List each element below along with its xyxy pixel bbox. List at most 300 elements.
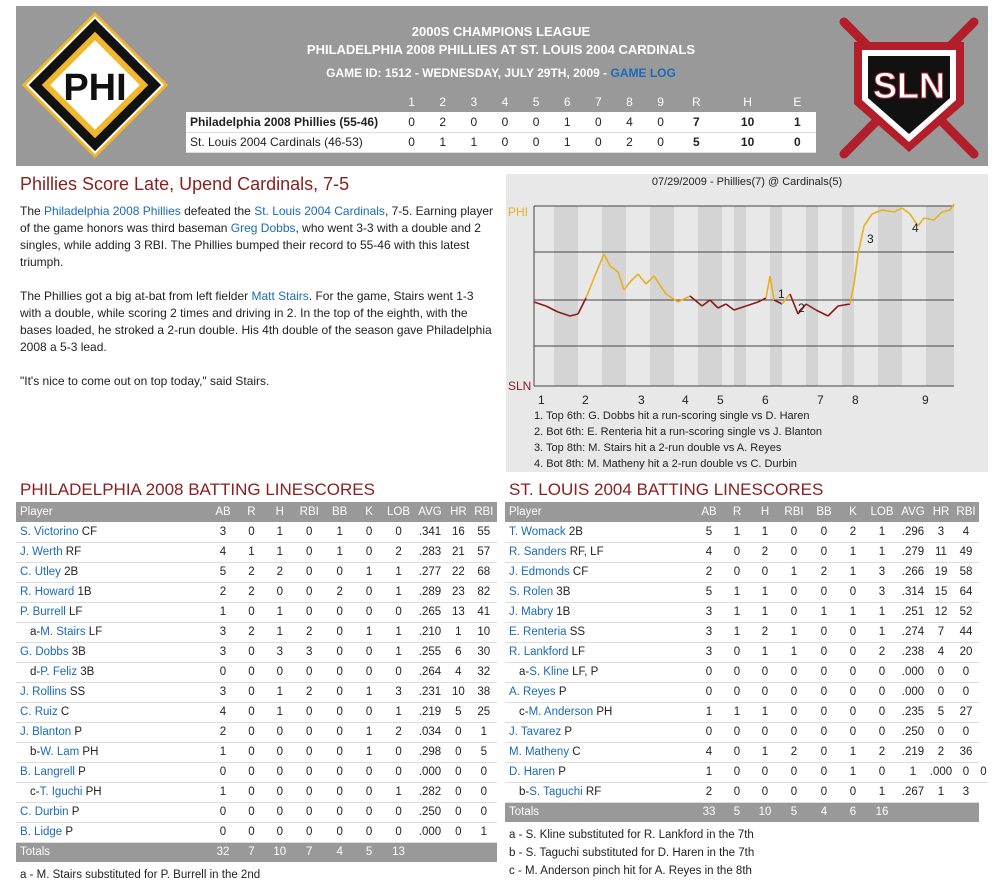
game-info xyxy=(186,66,816,80)
stat-cell: .265 xyxy=(414,602,446,622)
linescore-col-header: 5 xyxy=(521,92,552,112)
player-cell xyxy=(505,562,695,582)
stat-cell: .250 xyxy=(414,802,446,822)
stat-cell: 0 xyxy=(324,662,354,682)
player-cell xyxy=(16,582,209,602)
player-link[interactable]: S. Taguchi xyxy=(529,786,583,798)
player-link[interactable]: J. Werth xyxy=(20,546,63,558)
stat-cell: 0 xyxy=(809,722,839,742)
stat-cell: 0 xyxy=(723,682,751,702)
stat-cell: 0 xyxy=(324,742,354,762)
stat-cell: 0 xyxy=(723,782,751,802)
linescore-cell: 0 xyxy=(489,132,520,152)
stat-cell: .282 xyxy=(414,782,446,802)
stat-cell: 1 xyxy=(209,602,237,622)
stat-cell: 38 xyxy=(471,682,497,702)
player-position: C xyxy=(569,746,581,758)
player-position: 1B xyxy=(553,606,571,618)
player-link[interactable]: J. Edmonds xyxy=(509,566,570,578)
stat-cell: 0 xyxy=(355,522,383,542)
stat-cell: 1 xyxy=(751,582,779,602)
stat-cell: 0 xyxy=(809,742,839,762)
stat-cell: 0 xyxy=(355,602,383,622)
story-paragraph-2 xyxy=(20,288,498,356)
stat-cell: 1 xyxy=(383,642,413,662)
stat-cell: 11 xyxy=(929,542,953,562)
stat-cell: 0 xyxy=(751,562,779,582)
stat-cell: 68 xyxy=(471,562,497,582)
linescore-cell: 0 xyxy=(489,112,520,132)
stat-cell: 0 xyxy=(953,762,979,782)
player-cell xyxy=(505,722,695,742)
stat-cell: 4 xyxy=(209,702,237,722)
stat-cell: 0 xyxy=(751,722,779,742)
stat-cell: 0 xyxy=(383,762,413,782)
stat-cell: 0 xyxy=(779,782,809,802)
player-link[interactable]: T. Womack xyxy=(509,525,566,538)
stat-cell: 27 xyxy=(953,702,979,722)
player-position: P xyxy=(555,686,567,698)
linescore-cell: 5 xyxy=(676,132,716,152)
stat-cell: 0 xyxy=(779,722,809,742)
story-paragraph-1 xyxy=(20,203,498,271)
player-link[interactable]: S. Rolen xyxy=(509,586,554,598)
totals-cell xyxy=(953,802,979,822)
stat-cell: 0 xyxy=(809,522,839,542)
linescore-col-header: 8 xyxy=(614,92,645,112)
table-row xyxy=(16,622,497,642)
linescore-col-header: R xyxy=(676,92,716,112)
inning-axis xyxy=(538,393,929,407)
story-text: The xyxy=(20,204,45,218)
phi-batting-title: PHILADELPHIA 2008 BATTING LINESCORES xyxy=(20,480,375,499)
totals-row xyxy=(16,842,497,862)
phi-logo-text: PHI xyxy=(63,67,127,109)
stat-cell: 1 xyxy=(723,602,751,622)
player-position: 3B xyxy=(77,666,95,678)
stat-cell: 0 xyxy=(266,802,294,822)
player-link[interactable]: J. Blanton xyxy=(20,726,72,738)
stat-cell: 1 xyxy=(867,542,897,562)
player-link[interactable]: M. Stairs xyxy=(40,626,86,638)
linescore-cell: 0 xyxy=(645,132,676,152)
win-probability-chart xyxy=(506,174,988,472)
linescore-cell: 2 xyxy=(427,112,458,132)
stat-cell: 2 xyxy=(779,742,809,762)
player-link[interactable]: T. Iguchi xyxy=(39,786,83,798)
player-link[interactable]: R. Lankford xyxy=(509,646,569,658)
phi-batting-notes xyxy=(20,866,260,884)
player-cell xyxy=(505,622,695,642)
stat-cell: 1 xyxy=(446,622,470,642)
table-row xyxy=(505,702,988,722)
stat-cell: 0 xyxy=(446,782,470,802)
stat-cell: 1 xyxy=(723,702,751,722)
stat-cell: 20 xyxy=(953,642,979,662)
stat-cell: 0 xyxy=(324,722,354,742)
linescore-cell: 0 xyxy=(521,132,552,152)
stat-cell: 0 xyxy=(751,662,779,682)
stat-cell: 0 xyxy=(867,702,897,722)
batting-col-header: H xyxy=(751,502,779,522)
inning-tick-label: 2 xyxy=(582,393,589,407)
stat-cell: 0 xyxy=(809,762,839,782)
stat-cell: 1 xyxy=(723,522,751,542)
stat-cell: 1 xyxy=(266,542,294,562)
stat-cell: 1 xyxy=(723,582,751,602)
stat-cell: 0 xyxy=(324,602,354,622)
stat-cell: 0 xyxy=(867,682,897,702)
stat-cell: 0 xyxy=(294,802,324,822)
stat-cell: .000 xyxy=(929,762,953,782)
stat-cell: 0 xyxy=(779,582,809,602)
player-position: 3B xyxy=(68,646,86,658)
phi-batting-table xyxy=(16,502,497,862)
table-row xyxy=(505,662,988,682)
player-cell xyxy=(505,542,695,562)
stat-cell: 0 xyxy=(237,722,265,742)
linescore-cell: 0 xyxy=(521,112,552,132)
stat-cell: 0 xyxy=(383,802,413,822)
stat-cell: 0 xyxy=(294,602,324,622)
player-link[interactable]: M. Matheny xyxy=(509,746,570,758)
player-cell xyxy=(16,602,209,622)
stat-cell: 1 xyxy=(723,622,751,642)
table-row xyxy=(16,582,497,602)
stat-cell: .264 xyxy=(414,662,446,682)
player-link[interactable]: D. Haren xyxy=(509,766,556,778)
totals-cell: 32 xyxy=(209,842,237,862)
stat-cell: .235 xyxy=(897,702,929,722)
stat-cell: 0 xyxy=(294,742,324,762)
linescore-col-header: 4 xyxy=(489,92,520,112)
stat-cell: .000 xyxy=(897,662,929,682)
linescore-cell: 1 xyxy=(427,132,458,152)
stl-batting-title: ST. LOUIS 2004 BATTING LINESCORES xyxy=(509,480,824,499)
stat-cell: 0 xyxy=(929,662,953,682)
player-link[interactable]: S. Kline xyxy=(529,666,569,678)
game-story xyxy=(20,174,498,407)
sub-prefix: a- xyxy=(519,666,530,678)
stat-cell: 1 xyxy=(209,742,237,762)
player-position: 2B xyxy=(60,566,79,578)
stat-cell: 1 xyxy=(751,522,779,542)
batting-col-header: AVG xyxy=(414,502,446,522)
stat-cell: 1 xyxy=(929,782,953,802)
stat-cell: 0 xyxy=(209,762,237,782)
stat-cell: 21 xyxy=(446,542,470,562)
stat-cell: 1 xyxy=(809,602,839,622)
stat-cell: .266 xyxy=(897,562,929,582)
stat-cell: .314 xyxy=(897,582,929,602)
stat-cell: 64 xyxy=(953,582,979,602)
wp-top-label: PHI xyxy=(508,205,529,219)
table-row xyxy=(505,762,988,782)
linescore-cell: 7 xyxy=(676,112,716,132)
matchup-title: PHILADELPHIA 2008 PHILLIES AT ST. LOUIS 2004 CARDINALS xyxy=(306,42,696,57)
inning-tick-label: 5 xyxy=(717,393,724,407)
player-position: SS xyxy=(66,686,86,698)
table-row xyxy=(16,702,497,722)
linescore-team-name: Philadelphia 2008 Phillies (55-46) xyxy=(186,112,396,132)
substitution-note: a - S. Kline substituted for R. Lankford in the 7th xyxy=(509,829,754,841)
stat-cell: 0 xyxy=(953,682,979,702)
stat-cell: 0 xyxy=(809,702,839,722)
story-text: defeated the xyxy=(180,204,255,218)
stat-cell: 2 xyxy=(695,562,723,582)
table-row xyxy=(16,522,497,542)
linescore-cell: 1 xyxy=(552,132,583,152)
stat-cell: 0 xyxy=(266,742,294,762)
stat-cell: .231 xyxy=(414,682,446,702)
table-row xyxy=(505,562,988,582)
wp-marker-2: 2 xyxy=(798,301,805,315)
sub-prefix: c- xyxy=(30,786,40,798)
stat-cell: 0 xyxy=(294,542,324,562)
stat-cell: .251 xyxy=(897,602,929,622)
stat-cell: 1 xyxy=(471,722,497,742)
stat-cell: 0 xyxy=(355,582,383,602)
stat-cell: 1 xyxy=(695,762,723,782)
stat-cell: 0 xyxy=(237,822,265,842)
player-link[interactable]: C. Utley xyxy=(20,566,61,578)
table-row xyxy=(16,742,497,762)
stat-cell: 1 xyxy=(867,622,897,642)
linescore-cell: 1 xyxy=(552,112,583,132)
stat-cell: .000 xyxy=(414,762,446,782)
sub-prefix: a- xyxy=(30,626,41,638)
table-row xyxy=(505,622,988,642)
phillies-link[interactable]: Philadelphia 2008 Phillies xyxy=(44,204,181,218)
table-row xyxy=(16,802,497,822)
player-cell xyxy=(505,682,695,702)
player-cell xyxy=(16,822,209,842)
stat-cell: 0 xyxy=(809,642,839,662)
stat-cell: 49 xyxy=(953,542,979,562)
player-position: RF xyxy=(582,786,602,798)
wp-bottom-label: SLN xyxy=(508,379,532,393)
player-link[interactable]: C. Ruiz xyxy=(20,706,58,718)
sln-logo-text: SLN xyxy=(873,65,945,106)
stat-cell: 0 xyxy=(266,582,294,602)
stat-cell: 0 xyxy=(355,802,383,822)
player-cell xyxy=(505,662,695,682)
stat-cell: 0 xyxy=(751,682,779,702)
stat-cell: .034 xyxy=(414,722,446,742)
stat-cell: 5 xyxy=(471,742,497,762)
stat-cell: 0 xyxy=(723,722,751,742)
stat-cell: .219 xyxy=(897,742,929,762)
stat-cell: 2 xyxy=(237,622,265,642)
stat-cell: 44 xyxy=(953,622,979,642)
player-link[interactable]: G. Dobbs xyxy=(20,646,69,658)
win-prob-segment xyxy=(746,302,758,306)
phillies-logo xyxy=(20,10,170,160)
stat-cell: 0 xyxy=(953,662,979,682)
stat-cell: 0 xyxy=(867,662,897,682)
stat-cell: 0 xyxy=(324,762,354,782)
stat-cell: 0 xyxy=(383,602,413,622)
player-link[interactable]: J. Rollins xyxy=(20,686,67,698)
stat-cell: 2 xyxy=(867,742,897,762)
story-text: , who went 3-3 with a double and 2 singles, while adding 3 RBI. The Phillies bumped their record to 55-46 with this latest triumph. xyxy=(20,221,481,269)
stat-cell: 1 xyxy=(839,762,867,782)
game-log-link[interactable]: GAME LOG xyxy=(610,66,676,80)
story-text: , 7-5. Earning player of the game honors was third baseman xyxy=(20,204,493,235)
win-prob-segment xyxy=(638,274,646,284)
player-position: SS xyxy=(566,626,586,638)
player-position: LF xyxy=(85,626,103,638)
stat-cell: 1 xyxy=(266,702,294,722)
stat-cell: 0 xyxy=(867,722,897,742)
linescore-col-header: 1 xyxy=(396,92,427,112)
game-info-text: GAME ID: 1512 - WEDNESDAY, JULY 29TH, 2009 - xyxy=(326,66,608,80)
stat-cell: .210 xyxy=(414,622,446,642)
stat-cell: 0 xyxy=(324,702,354,722)
stat-cell: 0 xyxy=(867,762,897,782)
stat-cell: 0 xyxy=(695,662,723,682)
stat-cell: 0 xyxy=(237,522,265,542)
stat-cell: 0 xyxy=(237,682,265,702)
stat-cell: 0 xyxy=(237,802,265,822)
linescore-row xyxy=(186,112,816,132)
player-position: RF, LF xyxy=(566,546,604,558)
win-prob-segment xyxy=(630,274,638,282)
stat-cell: 0 xyxy=(294,702,324,722)
player-position: P xyxy=(74,766,86,778)
stat-cell: 2 xyxy=(867,642,897,662)
player-position: CF xyxy=(78,525,98,538)
story-headline: Phillies Score Late, Upend Cardinals, 7-5 xyxy=(20,174,350,194)
totals-cell: 4 xyxy=(809,802,839,822)
stat-cell: 57 xyxy=(471,542,497,562)
stat-cell: 0 xyxy=(324,682,354,702)
stat-cell: 0 xyxy=(355,662,383,682)
stat-cell: 2 xyxy=(751,542,779,562)
player-cell xyxy=(16,702,209,722)
stat-cell: 0 xyxy=(294,762,324,782)
totals-cell xyxy=(929,802,953,822)
player-link[interactable]: P. Feliz xyxy=(40,666,78,678)
player-link[interactable]: R. Howard xyxy=(20,586,75,598)
player-cell xyxy=(16,802,209,822)
player-link[interactable]: B. Lidge xyxy=(20,826,63,838)
stat-cell: 0 xyxy=(209,662,237,682)
stat-cell: 2 xyxy=(383,542,413,562)
linescore-cell: 0 xyxy=(583,112,614,132)
game-header xyxy=(16,6,988,166)
greg-dobbs-link[interactable]: Greg Dobbs xyxy=(230,221,296,235)
stat-cell: 5 xyxy=(695,522,723,542)
stat-cell: 0 xyxy=(324,622,354,642)
stat-cell: 0 xyxy=(446,762,470,782)
table-row xyxy=(16,822,497,842)
stat-cell: 0 xyxy=(209,802,237,822)
stat-cell: 0 xyxy=(779,542,809,562)
stat-cell: 2 xyxy=(209,722,237,742)
stat-cell: 0 xyxy=(294,782,324,802)
stat-cell: 3 xyxy=(209,622,237,642)
stat-cell: 0 xyxy=(809,662,839,682)
stat-cell: 0 xyxy=(324,822,354,842)
linescore-col-header: 6 xyxy=(552,92,583,112)
stat-cell: 0 xyxy=(839,702,867,722)
stat-cell: 36 xyxy=(953,742,979,762)
player-cell xyxy=(505,762,695,782)
totals-cell: Totals xyxy=(16,842,209,862)
stat-cell: 2 xyxy=(383,722,413,742)
player-link[interactable]: E. Renteria xyxy=(509,626,567,638)
stat-cell: 0 xyxy=(929,722,953,742)
cardinals-link[interactable]: St. Louis 2004 Cardinals xyxy=(254,204,385,218)
stat-cell: 1 xyxy=(779,642,809,662)
batting-col-header: AB xyxy=(209,502,237,522)
stat-cell: 0 xyxy=(355,822,383,842)
player-link[interactable]: S. Victorino xyxy=(20,525,79,538)
stat-cell: .277 xyxy=(414,562,446,582)
player-link[interactable]: J. Tavarez xyxy=(509,726,562,738)
player-link[interactable]: R. Sanders xyxy=(509,546,567,558)
stat-cell: 1 xyxy=(751,642,779,662)
stat-cell: 1 xyxy=(324,542,354,562)
stat-cell: 0 xyxy=(294,522,324,542)
batting-col-header: Player xyxy=(505,502,695,522)
player-link[interactable]: A. Reyes xyxy=(509,686,556,698)
win-prob-segment xyxy=(790,294,798,314)
stat-cell: 82 xyxy=(471,582,497,602)
linescore-col-header: 9 xyxy=(645,92,676,112)
totals-cell: 6 xyxy=(839,802,867,822)
linescore-col-header: 2 xyxy=(427,92,458,112)
stat-cell: 0 xyxy=(266,762,294,782)
sub-prefix: d- xyxy=(30,666,41,678)
stat-cell: 0 xyxy=(446,822,470,842)
player-link[interactable]: B. Langrell xyxy=(20,766,75,778)
totals-cell: 16 xyxy=(867,802,897,822)
stat-cell: 2 xyxy=(237,562,265,582)
player-link[interactable]: P. Burrell xyxy=(20,606,66,618)
player-cell xyxy=(16,562,209,582)
stat-cell: 2 xyxy=(839,522,867,542)
player-link[interactable]: C. Durbin xyxy=(20,806,69,818)
player-link[interactable]: M. Anderson xyxy=(528,706,594,718)
stat-cell: 41 xyxy=(471,602,497,622)
matt-stairs-link[interactable]: Matt Stairs xyxy=(251,289,309,303)
stat-cell: 3 xyxy=(929,522,953,542)
stat-cell: 0 xyxy=(355,762,383,782)
player-cell xyxy=(16,522,209,542)
player-cell xyxy=(505,702,695,722)
stat-cell: 2 xyxy=(751,622,779,642)
stat-cell: .255 xyxy=(414,642,446,662)
story-text: . For the game, Stairs went 1-3 with a double, while scoring 2 times and driving in 2. In the top of the eighth, with the bases loaded, he stroked a 2-run double. His 4th double of the season gave Philadelphia 2008 a 5-3 lead. xyxy=(20,289,492,354)
player-link[interactable]: W. Lam xyxy=(40,746,80,758)
table-row xyxy=(505,602,988,622)
stat-cell: 16 xyxy=(446,522,470,542)
table-row xyxy=(16,542,497,562)
stat-cell: 0 xyxy=(723,762,751,782)
table-row xyxy=(16,642,497,662)
sub-prefix: c- xyxy=(519,706,529,718)
player-link[interactable]: J. Mabry xyxy=(509,606,554,618)
win-prob-segment xyxy=(854,254,858,284)
stat-cell: 1 xyxy=(839,562,867,582)
stat-cell: 32 xyxy=(471,662,497,682)
stat-cell: .000 xyxy=(897,682,929,702)
linescore-col-header: 3 xyxy=(458,92,489,112)
stat-cell: 0 xyxy=(751,782,779,802)
stat-cell: 1 xyxy=(266,602,294,622)
